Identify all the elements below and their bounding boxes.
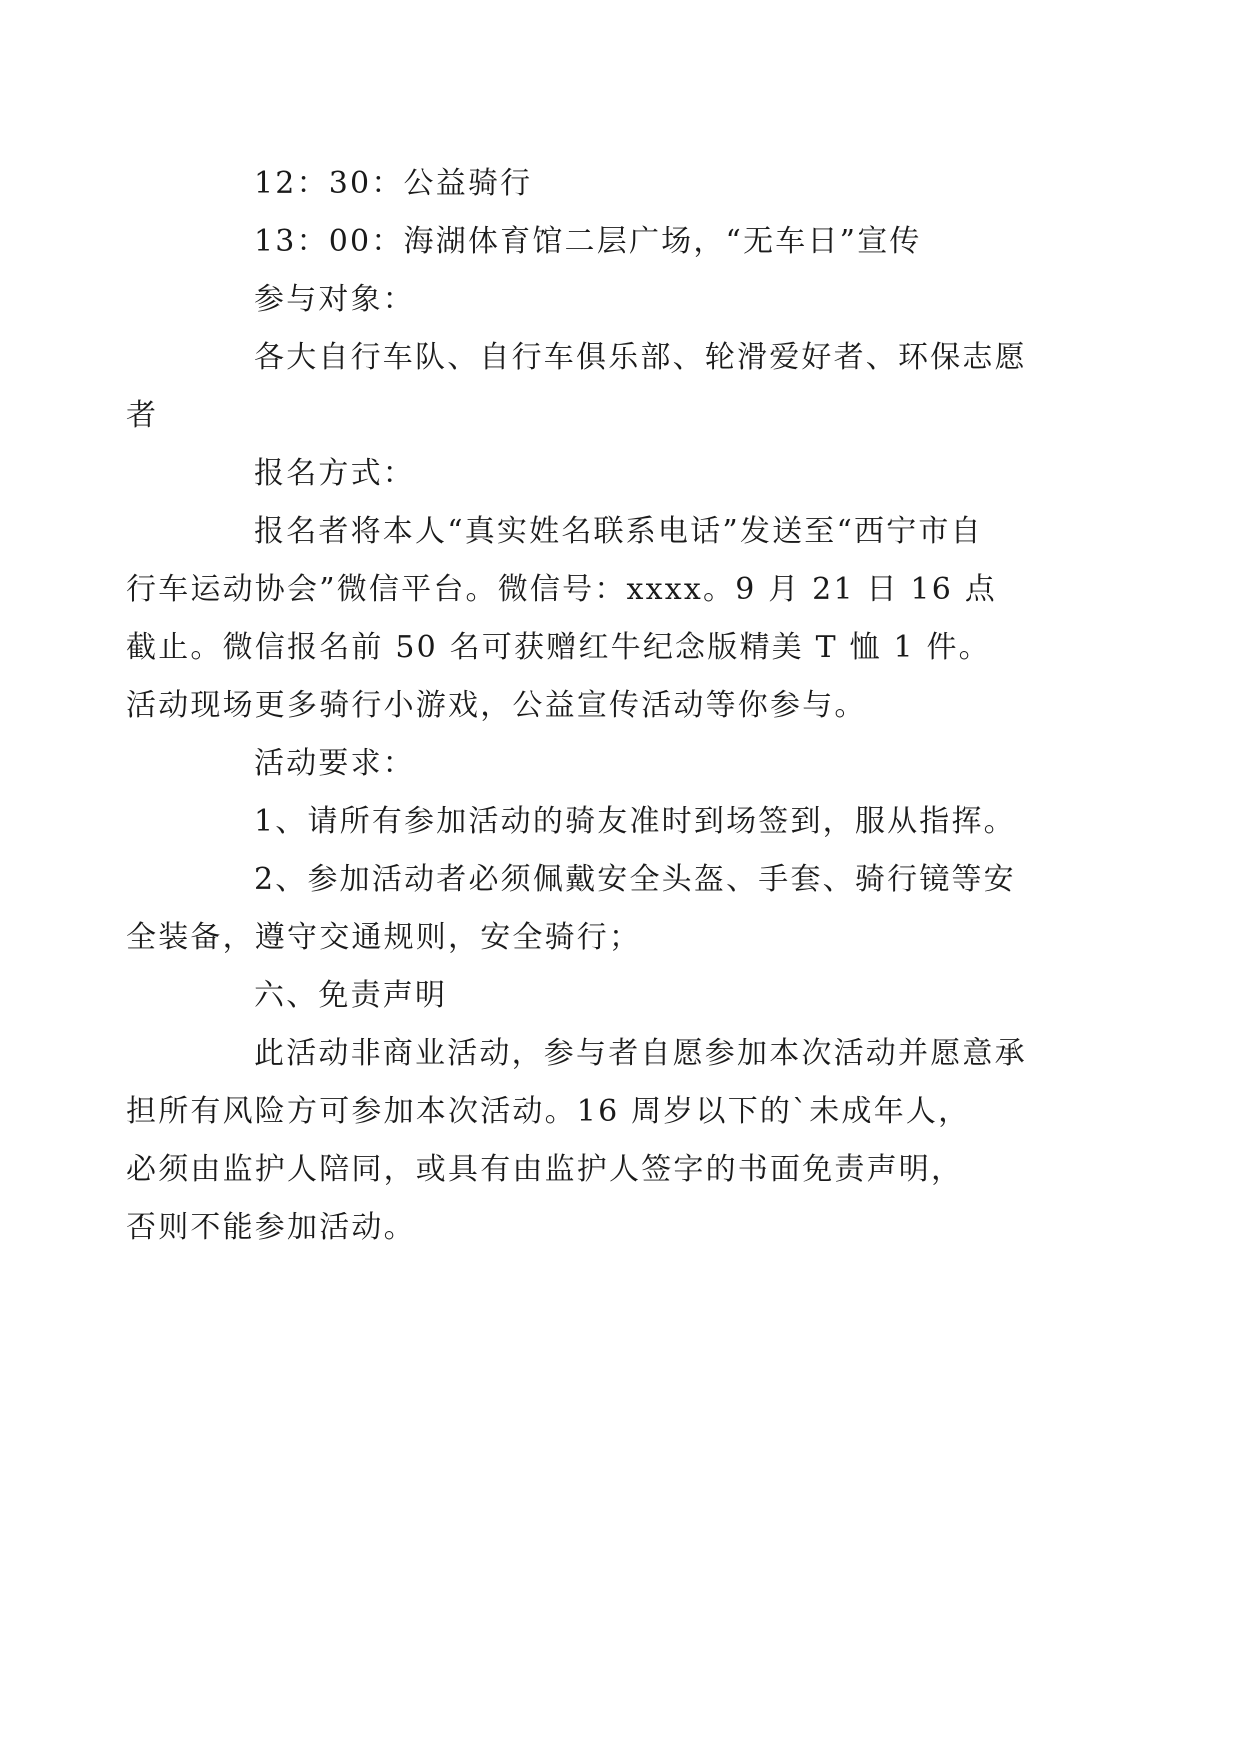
paragraph-schedule-1230 <box>190 155 1060 213</box>
text-line: 报名者将本人“真实姓名联系电话”发送至“西宁市自 <box>254 514 983 549</box>
text-line: 此活动非商业活动，参与者自愿参加本次活动并愿意承 <box>254 1036 1027 1071</box>
text-line: 否则不能参加活动。 <box>126 1210 416 1245</box>
text-line: 行车运动协会”微信平台。微信号：xxxx。9 月 21 日 16 点 <box>126 572 997 607</box>
text-line: 1、请所有参加活动的骑友准时到场签到，服从指挥。 <box>254 804 1016 839</box>
text-line: 各大自行车队、自行车俱乐部、轮滑爱好者、环保志愿 <box>254 340 1027 375</box>
paragraph-disclaimer <box>126 1025 1060 1257</box>
text-line: 者 <box>126 398 159 433</box>
heading-requirements <box>190 735 1060 793</box>
text-line: 全装备，遵守交通规则，安全骑行； <box>126 920 642 955</box>
paragraph-registration <box>126 503 1060 735</box>
text-line: 13：00：海湖体育馆二层广场，“无车日”宣传 <box>254 224 922 259</box>
text-line: 活动要求： <box>254 746 415 781</box>
text-line: 截止。微信报名前 50 名可获赠红牛纪念版精美 T 恤 1 件。 <box>126 630 991 665</box>
text-line: 2、参加活动者必须佩戴安全头盔、手套、骑行镜等安 <box>254 862 1016 897</box>
text-line: 报名方式： <box>254 456 415 491</box>
heading-registration <box>190 445 1060 503</box>
paragraph-requirement-1 <box>190 793 1060 851</box>
text-line: 六、免责声明 <box>254 978 448 1013</box>
text-line: 担所有风险方可参加本次活动。16 周岁以下的`未成年人， <box>126 1094 971 1129</box>
paragraph-requirement-2 <box>126 851 1060 967</box>
text-line: 12：30：公益骑行 <box>254 166 533 201</box>
document-body <box>126 155 1060 1257</box>
paragraph-schedule-1300 <box>190 213 1060 271</box>
text-line: 必须由监护人陪同，或具有由监护人签字的书面免责声明， <box>126 1152 964 1187</box>
heading-disclaimer <box>190 967 1060 1025</box>
text-line: 参与对象： <box>254 282 415 317</box>
paragraph-participants <box>126 329 1060 445</box>
heading-participants <box>190 271 1060 329</box>
text-line: 活动现场更多骑行小游戏，公益宣传活动等你参与。 <box>126 688 867 723</box>
